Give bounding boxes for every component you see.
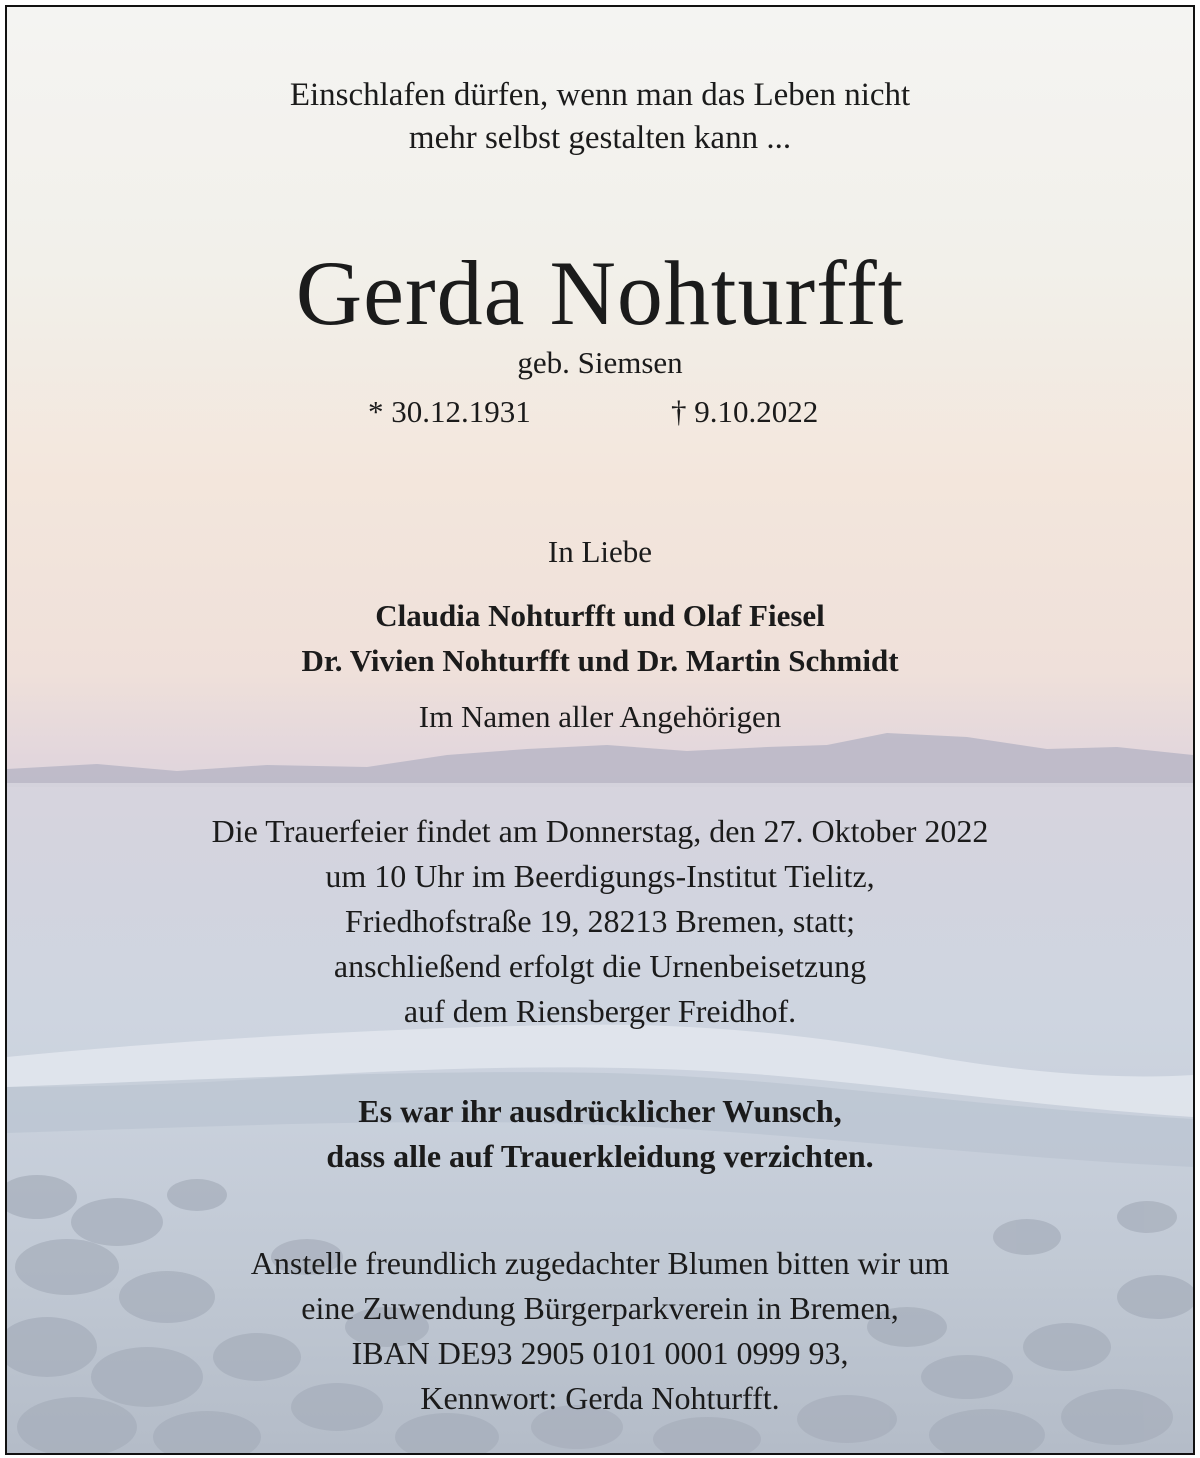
- donation-request: [7, 1241, 1193, 1421]
- dress-code-wish: [7, 1089, 1193, 1179]
- mourners-intro: In Liebe: [547, 534, 653, 569]
- mourners-names: [7, 593, 1193, 683]
- service-line: Die Trauerfeier findet am Donnerstag, den 27. Oktober 2022: [211, 813, 989, 849]
- donation-line: Anstelle freundlich zugedachter Blumen bitten wir um: [250, 1245, 950, 1281]
- life-dates: [7, 392, 1193, 432]
- birth-date: * 30.12.1931: [368, 394, 531, 429]
- mourner-line: Dr. Vivien Nohturfft und Dr. Martin Schmidt: [301, 643, 899, 678]
- deceased-name: Gerda Nohturfft: [295, 242, 905, 344]
- on-behalf-line: Im Namen aller Angehörigen: [418, 699, 782, 734]
- maiden-name: geb. Siemsen: [517, 345, 683, 380]
- service-line: anschließend erfolgt die Urnenbeisetzung: [333, 948, 867, 984]
- wish-line: dass alle auf Trauerkleidung verzichten.: [326, 1138, 874, 1174]
- service-line: auf dem Riensberger Freidhof.: [403, 993, 797, 1029]
- donation-line: Kennwort: Gerda Nohturfft.: [420, 1380, 780, 1416]
- motto-line: mehr selbst gestalten kann ...: [408, 120, 792, 156]
- funeral-service-info: [7, 809, 1193, 1034]
- death-date: † 9.10.2022: [671, 394, 819, 429]
- service-line: Friedhofstraße 19, 28213 Bremen, statt;: [344, 903, 856, 939]
- motto-quote: [7, 74, 1193, 160]
- mourner-line: Claudia Nohturfft und Olaf Fiesel: [375, 598, 825, 633]
- motto-line: Einschlafen dürfen, wenn man das Leben nicht: [289, 77, 911, 113]
- wish-line: Es war ihr ausdrücklicher Wunsch,: [358, 1093, 842, 1129]
- donation-line: eine Zuwendung Bürgerparkverein in Bremen,: [301, 1290, 899, 1326]
- donation-line: IBAN DE93 2905 0101 0001 0999 93,: [351, 1335, 849, 1371]
- notice-text: [7, 7, 1193, 1453]
- service-line: um 10 Uhr im Beerdigungs-Institut Tielitz,: [325, 858, 875, 894]
- obituary-notice: [5, 5, 1195, 1455]
